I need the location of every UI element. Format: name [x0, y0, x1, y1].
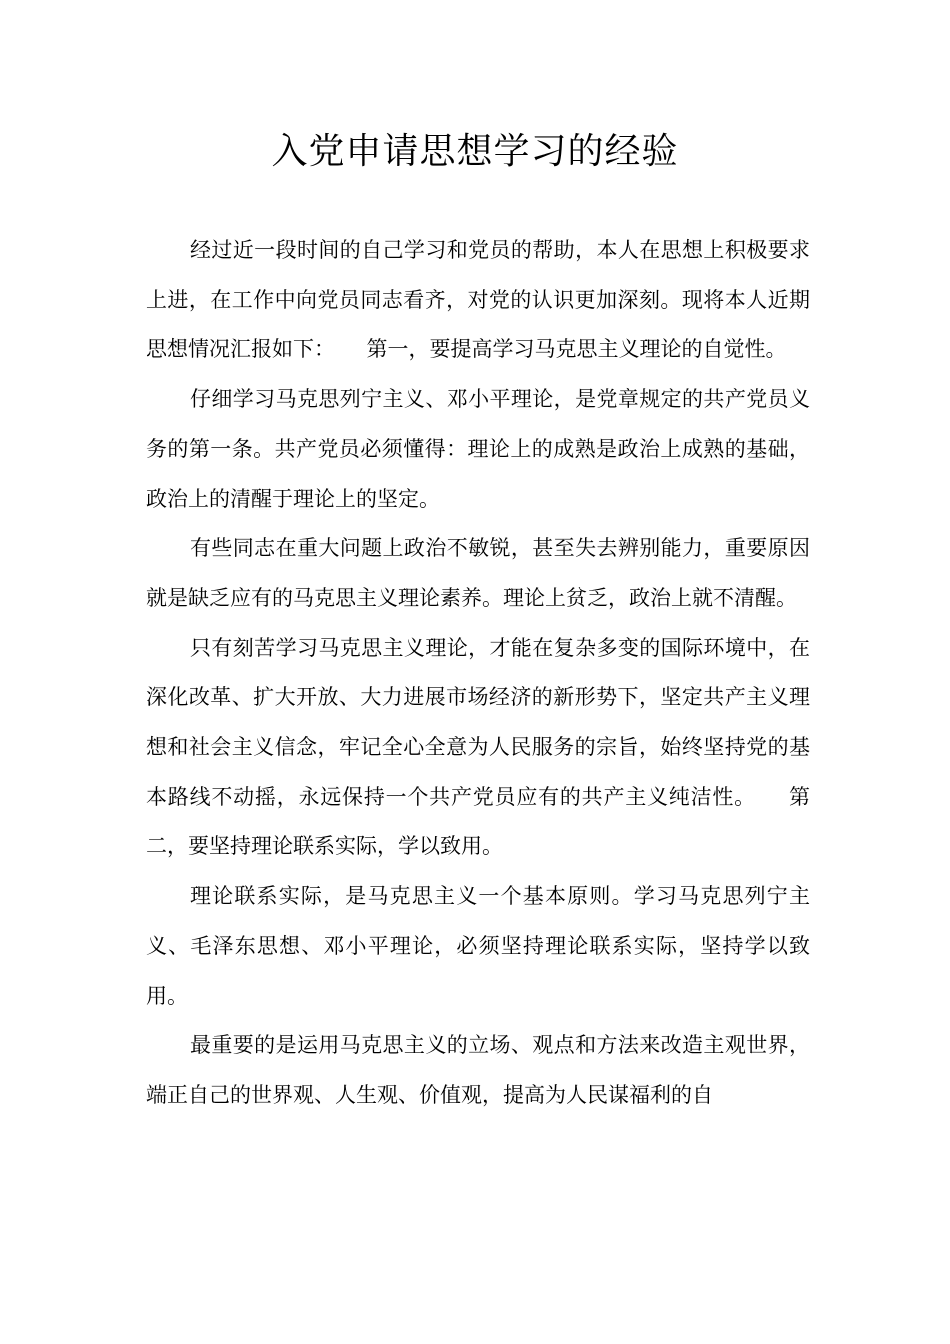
- document-title: 入党申请思想学习的经验: [271, 131, 679, 172]
- paragraph: 仔细学习马克思列宁主义、邓小平理论，是党章规定的共产党员义务的第一条。共产党员必须懂得：理论上的成熟是政治上成熟的基础，政治上的清醒于理论上的坚定。: [146, 387, 810, 511]
- paragraph: 只有刻苦学习马克思主义理论，才能在复杂多变的国际环境中，在深化改革、扩大开放、大力进展市场经济的新形势下，坚定共产主义理想和社会主义信念，牢记全心全意为人民服务的宗旨，始终坚持党的基本路线不动摇，永远保持一个共产党员应有的共产主义纯洁性。 第二，要坚持理论联系实际，学以致用。: [146, 635, 810, 859]
- paragraph: 有些同志在重大问题上政治不敏锐，甚至失去辨别能力，重要原因就是缺乏应有的马克思主义理论素养。理论上贫乏，政治上就不清醒。: [146, 536, 810, 610]
- paragraph: 经过近一段时间的自己学习和党员的帮助，本人在思想上积极要求上进，在工作中向党员同志看齐，对党的认识更加深刻。现将本人近期思想情况汇报如下： 第一，要提高学习马克思主义理论的自觉性。: [146, 238, 810, 362]
- document-body: [146, 226, 810, 1121]
- paragraph: 理论联系实际，是马克思主义一个基本原则。学习马克思列宁主义、毛泽东思想、邓小平理论，必须坚持理论联系实际，坚持学以致用。: [146, 884, 810, 1008]
- paragraph: 最重要的是运用马克思主义的立场、观点和方法来改造主观世界，端正自己的世界观、人生观、价值观，提高为人民谋福利的自: [146, 1033, 810, 1107]
